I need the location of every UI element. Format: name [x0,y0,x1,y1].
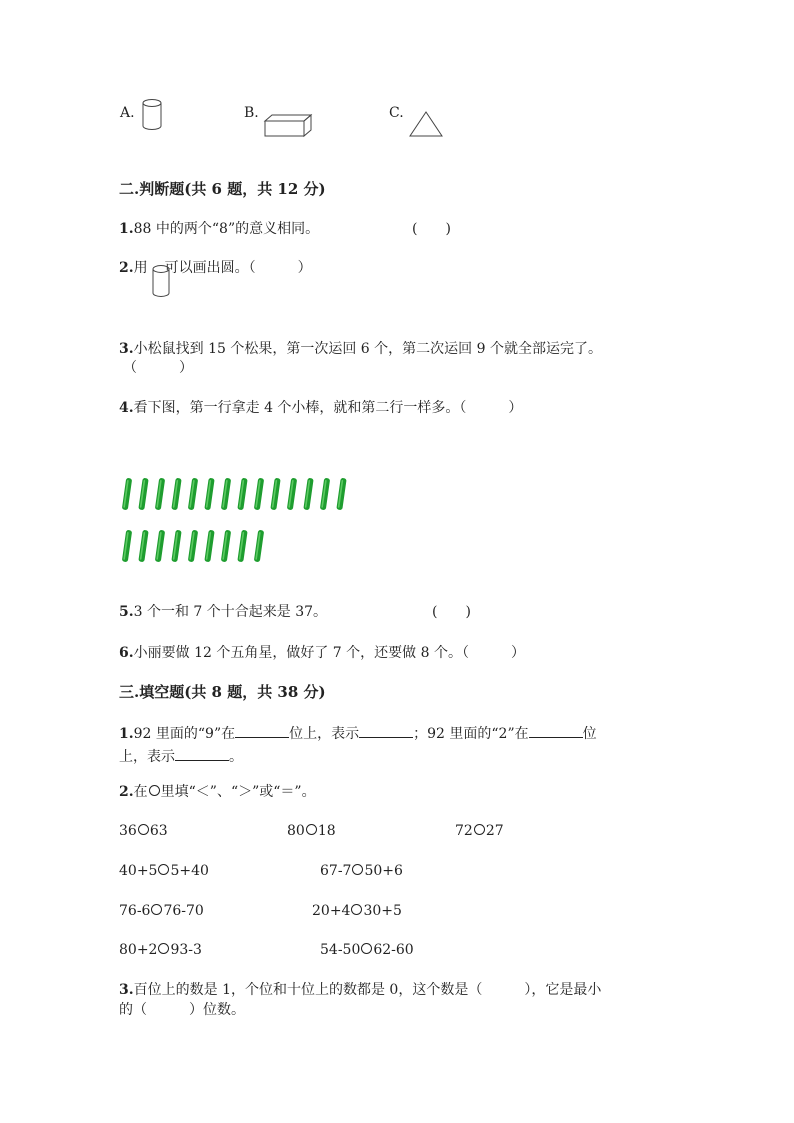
compare-circle[interactable] [352,864,363,875]
stick-row1-6 [204,478,214,511]
compare-item: 36 63 [119,823,168,839]
stick-row1-5 [188,478,198,511]
answer-blank[interactable] [359,723,413,738]
compare-item: 40+5 5+40 [119,863,209,879]
stick-row2-8 [237,530,247,563]
stick-row1-4 [171,478,181,511]
compare-circle[interactable] [158,864,169,875]
sticks-illustration [116,474,366,570]
stick-row1-11 [287,478,297,511]
fill-q3-line2: 的（ ）位数。 [119,1002,245,1018]
fill-q3-line1: 3.百位上的数是 1，个位和十位上的数都是 0，这个数是（ ），它是最小 [119,982,602,998]
section2-heading: 二.判断题(共 6 题，共 12 分) [119,180,326,198]
compare-item: 20+4 30+5 [312,903,402,919]
stick-row1-14 [336,478,346,511]
answer-blank[interactable] [175,746,229,761]
stick-row2-7 [221,530,231,563]
stick-row2-1 [122,530,132,563]
stick-row1-10 [270,478,280,511]
stick-row2-5 [188,530,198,563]
compare-circle[interactable] [474,824,485,835]
fill-q1-line2: 上，表示 。 [119,746,243,766]
stick-row1-7 [221,478,231,511]
stick-row2-6 [204,530,214,563]
stick-row2-4 [171,530,181,563]
compare-circle[interactable] [361,943,372,954]
option-b-label: B. [244,105,259,121]
stick-row1-13 [320,478,330,511]
fill-q2: 2.在 里填“＜”、“＞”或“＝”。 [119,784,316,800]
compare-circle[interactable] [138,824,149,835]
compare-circle[interactable] [306,824,317,835]
stick-row2-2 [138,530,148,563]
compare-item: 67-7 50+6 [320,863,403,879]
cylinder-icon [140,98,164,132]
compare-circle[interactable] [151,904,162,915]
section3-heading: 三.填空题(共 8 题，共 38 分) [119,683,326,701]
compare-item: 80 18 [287,823,336,839]
stick-row1-8 [237,478,247,511]
compare-circle[interactable] [158,943,169,954]
answer-blank[interactable] [235,723,289,738]
judge-q1-answer-paren[interactable]: ( ) [412,221,451,237]
stick-row1-9 [254,478,264,511]
judge-q5-answer-paren[interactable]: ( ) [432,604,471,620]
cuboid-icon [264,114,312,138]
judge-q3: 3.小松鼠找到 15 个松果，第一次运回 6 个，第二次运回 9 个就全部运完了。 [119,341,602,357]
stick-row1-3 [155,478,165,511]
judge-q1: 1.88 中的两个“8”的意义相同。 [119,221,320,237]
cylinder-icon [150,264,172,300]
fill-q1-line1: 1.92 里面的“9”在 位上，表示 ；92 里面的“2”在 位 [119,723,597,743]
compare-item: 72 27 [455,823,504,839]
stick-row2-9 [254,530,264,563]
stick-row1-2 [138,478,148,511]
stick-row1-1 [122,478,132,511]
compare-item: 76-6 76-70 [119,903,204,919]
judge-q2: 2.用 可以画出圆。（ ） [119,260,312,276]
stick-row2-3 [155,530,165,563]
judge-q4: 4.看下图，第一行拿走 4 个小棒，就和第二行一样多。（ ） [119,400,523,416]
judge-q3-answer-paren[interactable]: （ ） [123,360,193,376]
judge-q5: 5.3 个一和 7 个十合起来是 37。 [119,604,328,620]
answer-blank[interactable] [529,723,583,738]
option-a-label: A. [120,105,135,121]
triangle-icon [408,110,444,138]
compare-circle[interactable] [351,904,362,915]
compare-item: 80+2 93-3 [119,942,202,958]
option-c-label: C. [389,105,404,121]
judge-q6: 6.小丽要做 12 个五角星，做好了 7 个，还要做 8 个。（ ） [119,645,525,661]
stick-row1-12 [303,478,313,511]
circle-icon [149,785,160,796]
compare-item: 54-50 62-60 [320,942,414,958]
